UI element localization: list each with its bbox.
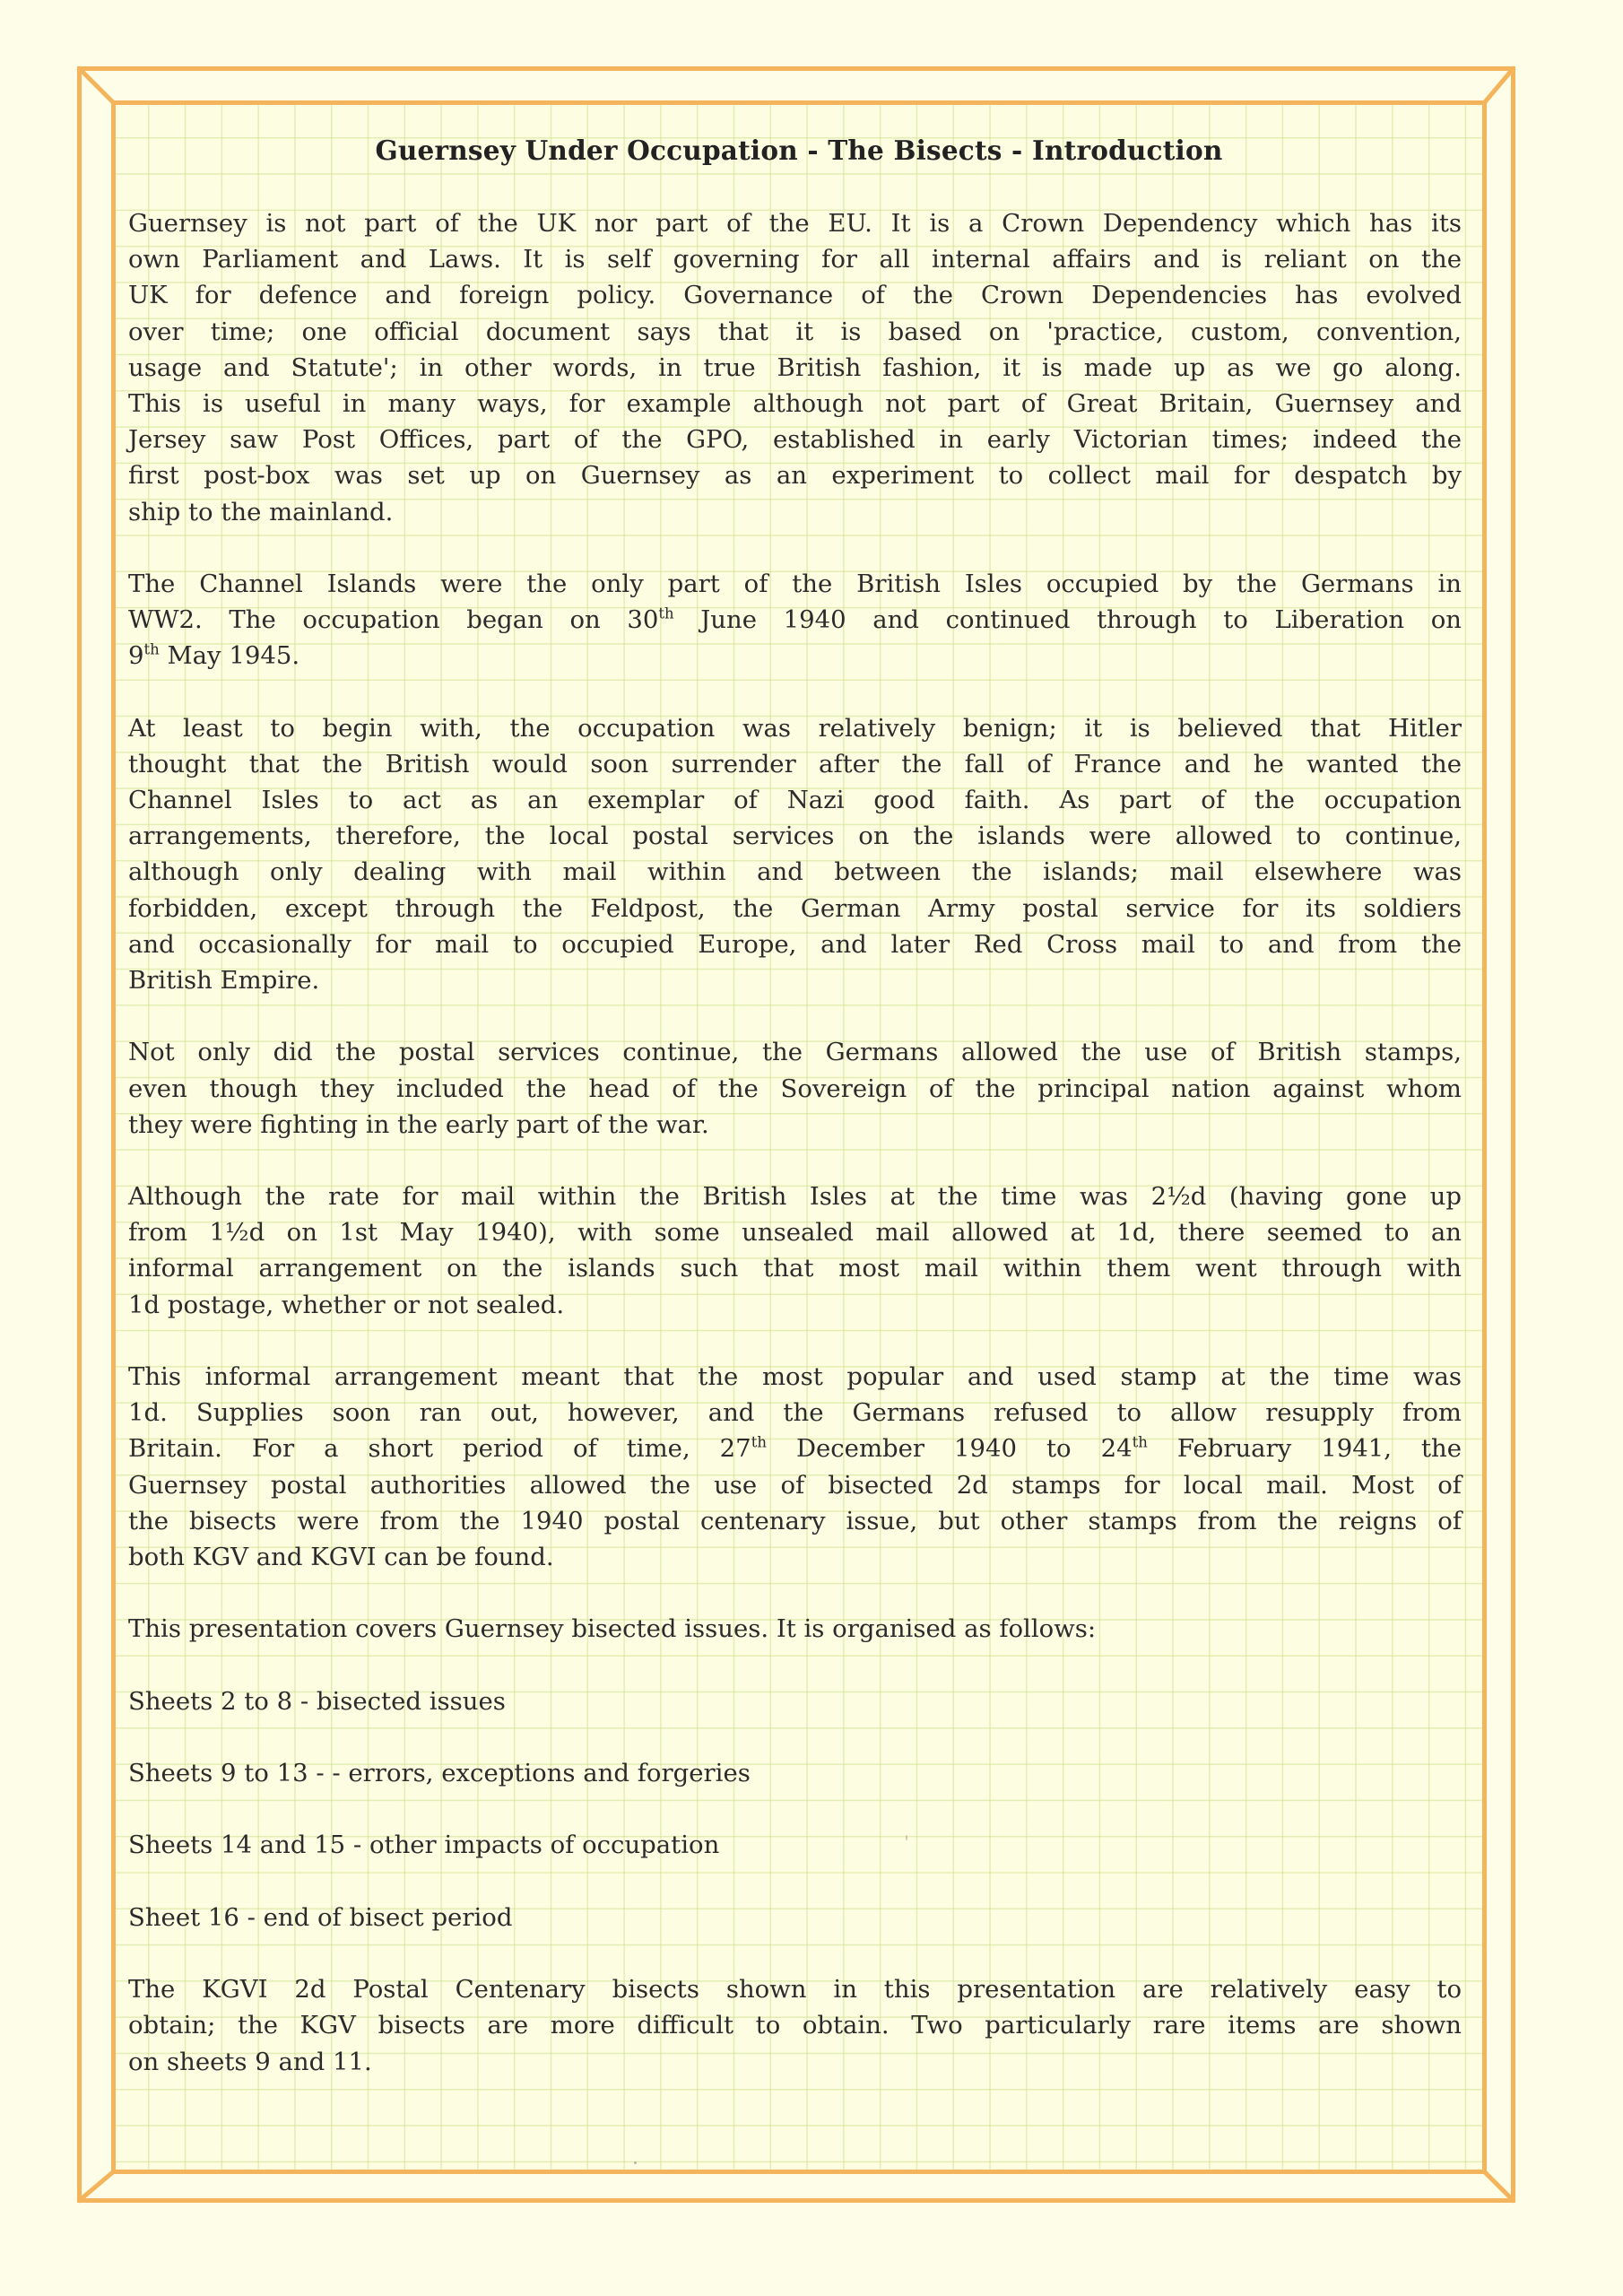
paragraph-british-stamps bbox=[128, 1034, 1462, 1143]
text-line bbox=[128, 854, 1462, 890]
text-line bbox=[128, 1467, 1462, 1503]
text-run: June 1940 and continued through to Liberation on bbox=[673, 605, 1462, 635]
paragraph-bisect-period bbox=[128, 1359, 1462, 1575]
text-run: ship to the mainland. bbox=[128, 497, 394, 526]
text-run: Channel Isles to act as an exemplar of Nazi good faith. As part of the occupation bbox=[128, 786, 1462, 814]
text-run: forbidden, except through the Feldpost, the German Army postal service for its soldiers bbox=[128, 893, 1462, 923]
paragraph-postal-rates bbox=[128, 1178, 1462, 1323]
text-line bbox=[128, 1755, 1462, 1791]
text-line bbox=[128, 457, 1462, 493]
text-run: February 1941, the bbox=[1147, 1434, 1462, 1464]
ordinal-superscript: th bbox=[658, 604, 674, 622]
text-run: Jersey saw Post Offices, part of the GPO, established in early Victorian times; indeed the bbox=[128, 425, 1462, 455]
text-line bbox=[128, 1395, 1462, 1431]
text-line bbox=[128, 1683, 1462, 1719]
text-line bbox=[128, 241, 1462, 277]
text-run: This presentation covers Guernsey bisected issues. It is organised as follows: bbox=[128, 1614, 1097, 1644]
text-run: This informal arrangement meant that the most popular and used stamp at the time was bbox=[128, 1362, 1462, 1391]
text-line bbox=[128, 1503, 1462, 1539]
text-run: first post-box was set up on Guernsey as an experiment to collect mail for despatch by bbox=[128, 461, 1462, 491]
text-run: Sheets 14 and 15 - other impacts of occupation bbox=[128, 1831, 720, 1860]
paragraph-organisation bbox=[128, 1611, 1462, 1647]
text-line bbox=[128, 277, 1462, 313]
ordinal-superscript: th bbox=[751, 1433, 767, 1451]
text-run: thought that the British would soon surrender after the fall of France and he wanted the bbox=[128, 749, 1462, 778]
text-line bbox=[128, 1034, 1462, 1070]
text-line bbox=[128, 638, 1462, 674]
text-line bbox=[128, 205, 1462, 241]
paragraph-benign-occupation bbox=[128, 710, 1462, 999]
text-run: informal arrangement on the islands such that most mail within them went through with bbox=[128, 1254, 1462, 1283]
text-run: WW2. The occupation began on 30 bbox=[128, 605, 659, 635]
paragraph-sheets-14-15 bbox=[128, 1827, 1462, 1863]
scan-speck bbox=[634, 2161, 637, 2164]
text-line bbox=[128, 1287, 1462, 1323]
text-run: usage and Statute'; in other words, in true British fashion, it is made up as we go along. bbox=[128, 352, 1462, 382]
text-line bbox=[128, 962, 1462, 998]
text-run: Guernsey postal authorities allowed the use of bisected 2d stamps for local mail. Most of bbox=[128, 1470, 1462, 1500]
text-run: 9 bbox=[128, 641, 144, 671]
paragraph-sheets-9-13 bbox=[128, 1755, 1462, 1791]
ordinal-superscript: th bbox=[1132, 1433, 1148, 1451]
text-line bbox=[128, 1431, 1462, 1466]
text-run: At least to begin with, the occupation was relatively benign; it is believed that Hitler bbox=[128, 713, 1462, 743]
paragraph-rarity bbox=[128, 1971, 1462, 2080]
text-line bbox=[128, 1178, 1462, 1214]
text-line bbox=[128, 2044, 1462, 2080]
text-line bbox=[128, 1971, 1462, 2007]
text-line bbox=[128, 386, 1462, 422]
text-line bbox=[128, 1359, 1462, 1395]
text-line bbox=[128, 1611, 1462, 1647]
text-line bbox=[128, 350, 1462, 386]
text-run: although only dealing with mail within and between the islands; mail elsewhere was bbox=[128, 857, 1462, 887]
text-run: and occasionally for mail to occupied Europe, and later Red Cross mail to and from the bbox=[128, 929, 1462, 959]
text-line bbox=[128, 1107, 1462, 1143]
text-line bbox=[128, 494, 1462, 530]
text-line bbox=[128, 2007, 1462, 2043]
text-run: obtain; the KGV bisects are more difficult to obtain. Two particularly rare items are shown bbox=[128, 2011, 1462, 2040]
text-run: May 1945. bbox=[159, 641, 300, 671]
text-run: The Channel Islands were the only part of the British Isles occupied by the Germans in bbox=[128, 569, 1462, 598]
text-line bbox=[128, 926, 1462, 962]
text-run: Not only did the postal services continue, the Germans allowed the use of British stamps, bbox=[128, 1038, 1462, 1067]
ordinal-superscript: th bbox=[143, 640, 160, 658]
text-line bbox=[128, 746, 1462, 782]
page-title: Guernsey Under Occupation - The Bisects - Introduction bbox=[375, 135, 1223, 166]
text-run: Sheets 2 to 8 - bisected issues bbox=[128, 1686, 506, 1716]
text-run: Guernsey is not part of the UK nor part of the EU. It is a Crown Dependency which has its bbox=[128, 209, 1462, 238]
text-run: from 1½d on 1st May 1940), with some unsealed mail allowed at 1d, there seemed to an bbox=[128, 1218, 1462, 1248]
text-run: December 1940 to 24 bbox=[766, 1434, 1133, 1464]
text-run: both KGV and KGVI can be found. bbox=[128, 1542, 554, 1571]
text-run: over time; one official document says that it is based on 'practice, custom, convention, bbox=[128, 317, 1462, 346]
text-run: the bisects were from the 1940 postal centenary issue, but other stamps from the reigns of bbox=[128, 1506, 1462, 1535]
text-run: 1d postage, whether or not sealed. bbox=[128, 1290, 565, 1319]
text-line bbox=[128, 891, 1462, 926]
text-run: on sheets 9 and 11. bbox=[128, 2047, 372, 2076]
text-run: British Empire. bbox=[128, 965, 320, 995]
text-run: Sheets 9 to 13 - - errors, exceptions and forgeries bbox=[128, 1759, 751, 1788]
text-line bbox=[128, 782, 1462, 818]
text-run: they were fighting in the early part of the war. bbox=[128, 1109, 709, 1139]
paragraph-sheet-16 bbox=[128, 1900, 1462, 1935]
text-line bbox=[128, 1214, 1462, 1250]
paragraph-occupation-dates bbox=[128, 566, 1462, 674]
text-line bbox=[128, 818, 1462, 854]
text-run: 1d. Supplies soon ran out, however, and the Germans refused to allow resupply from bbox=[128, 1398, 1462, 1428]
text-line bbox=[128, 602, 1462, 638]
text-run: The KGVI 2d Postal Centenary bisects shown in this presentation are relatively easy to bbox=[128, 1975, 1462, 2005]
document-body bbox=[128, 205, 1462, 2116]
text-run: This is useful in many ways, for example although not part of Great Britain, Guernsey and bbox=[128, 388, 1462, 418]
text-line bbox=[128, 1900, 1462, 1935]
text-run: UK for defence and foreign policy. Governance of the Crown Dependencies has evolved bbox=[128, 281, 1462, 310]
text-line bbox=[128, 1539, 1462, 1575]
text-line bbox=[128, 314, 1462, 350]
paragraph-sheets-2-8 bbox=[128, 1683, 1462, 1719]
text-run: Sheet 16 - end of bisect period bbox=[128, 1902, 513, 1932]
text-line bbox=[128, 710, 1462, 746]
text-line bbox=[128, 1827, 1462, 1863]
text-run: own Parliament and Laws. It is self governing for all internal affairs and is reliant on the bbox=[128, 245, 1462, 274]
text-run: Britain. For a short period of time, 27 bbox=[128, 1434, 751, 1464]
text-run: arrangements, therefore, the local postal services on the islands were allowed to continue, bbox=[128, 822, 1462, 851]
scan-speck bbox=[906, 1835, 907, 1840]
text-line bbox=[128, 422, 1462, 457]
text-line bbox=[128, 566, 1462, 602]
text-run: even though they included the head of the Sovereign of the principal nation against whom bbox=[128, 1074, 1462, 1103]
text-line bbox=[128, 1071, 1462, 1107]
paragraph-intro bbox=[128, 205, 1462, 530]
text-run: Although the rate for mail within the British Isles at the time was 2½d (having gone up bbox=[128, 1182, 1462, 1212]
text-line bbox=[128, 1250, 1462, 1286]
